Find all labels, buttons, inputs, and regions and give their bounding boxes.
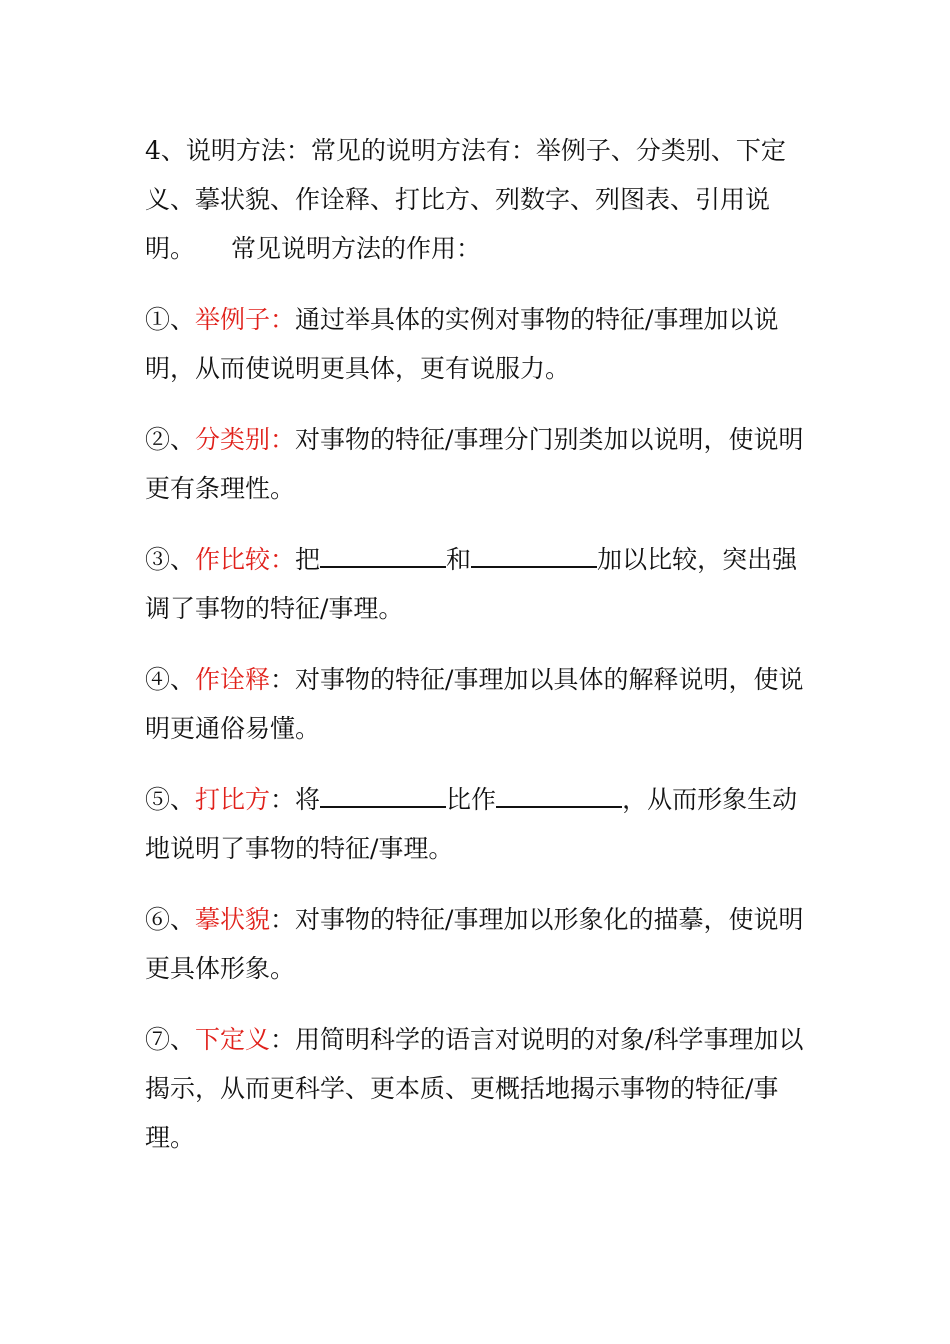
item-number: ①、 (145, 305, 196, 334)
item-number: ⑤、 (145, 785, 196, 814)
item-number: ③、 (145, 545, 196, 574)
item-number: ⑦、 (145, 1025, 196, 1054)
method-item-example (145, 295, 810, 393)
method-term: 打比方 (195, 785, 271, 814)
method-term: 作诠释 (195, 665, 271, 694)
fill-in-blank[interactable] (320, 778, 446, 808)
fill-in-blank[interactable] (320, 538, 446, 568)
fill-in-blank[interactable] (496, 778, 622, 808)
method-description-mid: 和 (446, 545, 472, 574)
method-description-post: ，从而形象生动地说明了事物的特征/事理。 (145, 785, 798, 863)
method-item-definition (145, 1015, 810, 1162)
method-item-annotation (145, 655, 810, 753)
item-number: ⑥、 (145, 905, 196, 934)
item-number: ②、 (145, 425, 196, 454)
method-item-analogy (145, 775, 810, 873)
method-term: 分类别： (195, 425, 296, 454)
method-description: 对事物的特征/事理分门别类加以说明，使说明更有条理性。 (145, 425, 804, 503)
method-term: 作比较： (195, 545, 296, 574)
intro-paragraph (145, 126, 810, 273)
method-term: 摹状貌 (195, 905, 271, 934)
method-description-mid: 比作 (446, 785, 497, 814)
intro-text: 4、说明方法：常见的说明方法有：举例子、分类别、下定义、摹状貌、作诠释、打比方、列数字、列图表、引用说明。 (145, 136, 786, 263)
intro-subheading: 常见说明方法的作用： (231, 234, 482, 263)
method-description: ：对事物的特征/事理加以形象化的描摹，使说明更具体形象。 (145, 905, 804, 983)
method-description: ：对事物的特征/事理加以具体的解释说明，使说明更通俗易懂。 (145, 665, 804, 743)
method-term: 下定义 (195, 1025, 271, 1054)
method-item-description (145, 895, 810, 993)
method-item-comparison (145, 535, 810, 633)
fill-in-blank[interactable] (471, 538, 597, 568)
method-description-post: 加以比较，突出强调了事物的特征/事理。 (145, 545, 798, 623)
method-description: 通过举具体的实例对事物的特征/事理加以说明，从而使说明更具体，更有说服力。 (145, 305, 779, 383)
method-item-classification (145, 415, 810, 513)
item-number: ④、 (145, 665, 196, 694)
method-term: 举例子： (195, 305, 296, 334)
method-description-pre: ：将 (270, 785, 321, 814)
method-description: ：用简明科学的语言对说明的对象/科学事理加以揭示，从而更科学、更本质、更概括地揭示事物的特征/事理。 (145, 1025, 804, 1152)
method-description-pre: 把 (295, 545, 321, 574)
